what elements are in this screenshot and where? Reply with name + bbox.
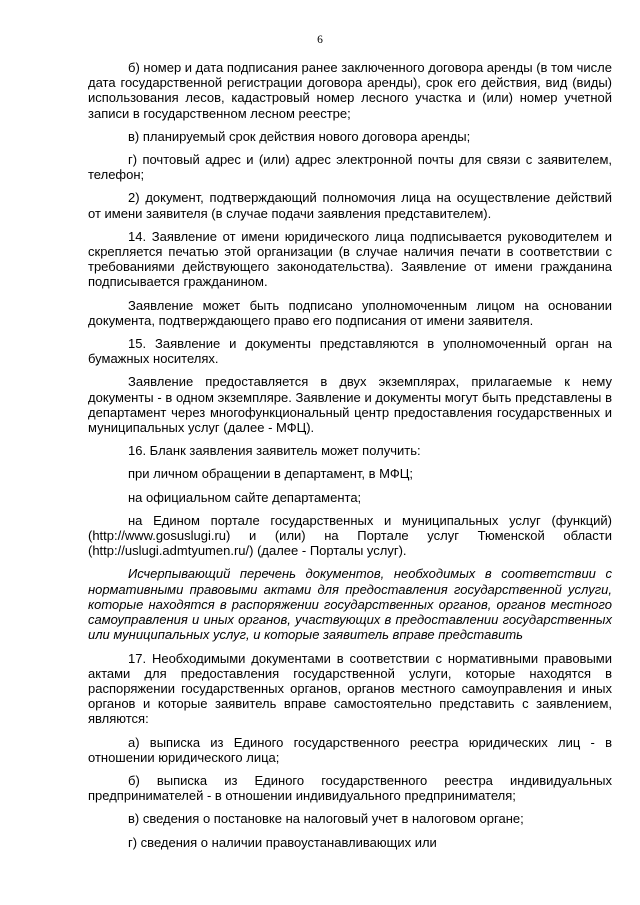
- paragraph-portals: на Едином портале государственных и муниципальных услуг (функций) (http://www.gosuslugi.ru) и (или) на Портале услуг Тюменской области (http://uslugi.admtyumen.ru/) (далее - Порталы услуг).: [88, 512, 612, 559]
- paragraph-authorized-signature: Заявление может быть подписано уполномоченным лицом на основании документа, подтверждающего право его подписания от имени заявителя.: [88, 297, 612, 328]
- paragraph-new-lease-term: в) планируемый срок действия нового договора аренды;: [128, 128, 471, 144]
- section-heading-documents-list: Исчерпывающий перечень документов, необходимых в соответствии с нормативными правовыми актами для предоставления государственной услуги, которые находятся в распоряжении государственных органов, органов местного самоуправления и иных органов, участвующих в предоставлении государственных или муниципальных услуг, и которые заявитель вправе представить: [88, 566, 612, 643]
- paragraph-copies-mfc: Заявление предоставляется в двух экземплярах, прилагаемые к нему документы - в одном экземпляре. Заявление и документы могут быть представлены в департамент через многофункциональный центр предоставления государственных и муниципальных услуг (далее - МФЦ).: [88, 374, 612, 436]
- document-body: [88, 60, 612, 850]
- paragraph-official-site: на официальном сайте департамента;: [128, 489, 362, 505]
- paragraph-authority-document: 2) документ, подтверждающий полномочия лица на осуществление действий от имени заявителя (в случае подачи заявления представителем).: [88, 190, 612, 221]
- paragraph-title-documents: г) сведения о наличии правоустанавливающих или: [128, 834, 437, 850]
- paragraph-item-15: 15. Заявление и документы представляются в уполномоченный орган на бумажных носителях.: [88, 336, 612, 367]
- paragraph-in-person: при личном обращении в департамент, в МФЦ;: [128, 466, 413, 482]
- paragraph-legal-entity-extract: а) выписка из Единого государственного реестра юридических лиц - в отношении юридического лица;: [88, 734, 612, 765]
- paragraph-item-17: 17. Необходимыми документами в соответствии с нормативными правовыми актами для предоставления государственной услуги, которые находятся в распоряжении государственных органов, органов местного самоуправления и иных органов и которые заявитель вправе самостоятельно представить с заявлением, являются:: [88, 650, 612, 727]
- paragraph-tax-registration: в) сведения о постановке на налоговый учет в налоговом органе;: [128, 811, 524, 827]
- paragraph-item-14: 14. Заявление от имени юридического лица подписывается руководителем и скрепляется печатью этой организации (в случае наличия печати в соответствии с требованиями действующего законодательства). Заявление от имени гражданина подписывается гражданином.: [88, 228, 612, 290]
- paragraph-lease-contract-details: б) номер и дата подписания ранее заключенного договора аренды (в том числе дата государственной регистрации договора аренды), срок его действия, вид (виды) использования лесов, кадастровый номер лесного участка и (или) номер учетной записи в государственном лесном реестре;: [88, 60, 612, 121]
- paragraph-contact-address: г) почтовый адрес и (или) адрес электронной почты для связи с заявителем, телефон;: [88, 152, 612, 183]
- paragraph-item-16: 16. Бланк заявления заявитель может получить:: [128, 443, 421, 459]
- page-number: 6: [317, 34, 323, 46]
- paragraph-entrepreneur-extract: б) выписка из Единого государственного реестра индивидуальных предпринимателей - в отношении индивидуального предпринимателя;: [88, 772, 612, 804]
